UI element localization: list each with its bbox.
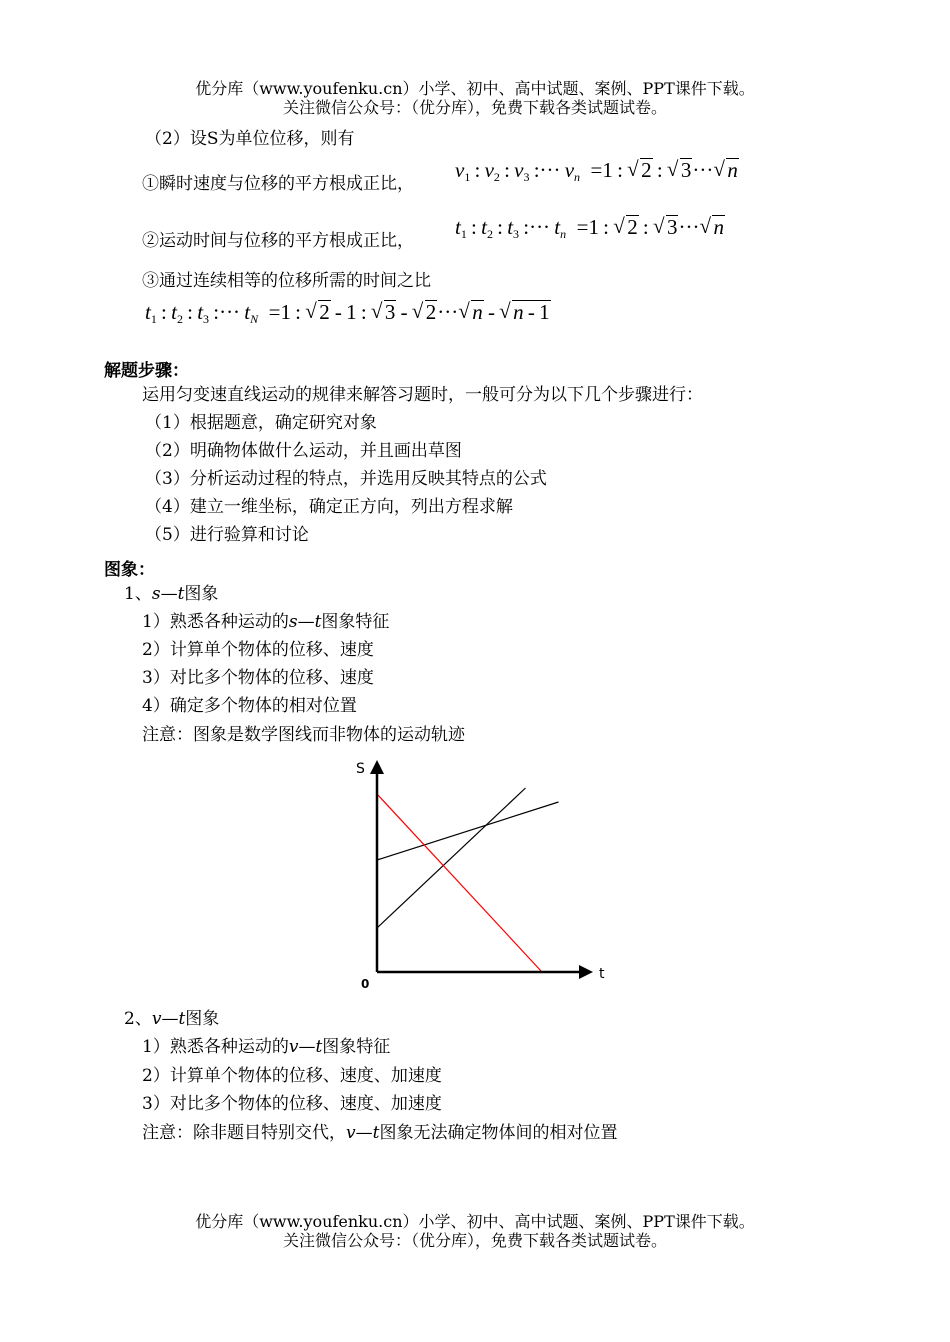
- vt-item-1: 1）熟悉各种运动的v—t图象特征: [142, 1037, 391, 1057]
- ratio-1-formula: $v_1$ : $v_2$ : $v_3$ :··· $v_n$ =1 : √ 2 : √ 3···√ n: [455, 157, 739, 190]
- steps-item-5: （5）进行验算和讨论: [145, 525, 309, 545]
- steps-item-4: （4）建立一维坐标，确定正方向，列出方程求解: [145, 497, 513, 517]
- steps-item-3: （3）分析运动过程的特点，并选用反映其特点的公式: [145, 469, 547, 489]
- ratio-3-formula: $t_1$ : $t_2$ : $t_3$ :··· $t_N$ =1 : √ 2 - 1 : √ 3 - √ 2···√ n - √ n - 1: [145, 299, 551, 332]
- y-axis-label: S: [356, 761, 365, 777]
- chart-line-2: [377, 788, 526, 928]
- vt-note: 注意：除非题目特别交代，v—t图象无法确定物体间的相对位置: [142, 1123, 618, 1143]
- vt-item-2: 2）计算单个物体的位移、速度、加速度: [142, 1066, 442, 1086]
- ratio-1-text: ①瞬时速度与位移的平方根成正比，: [142, 174, 414, 194]
- st-item-3: 3）对比多个物体的位移、速度: [142, 668, 374, 688]
- steps-item-1: （1）根据题意，确定研究对象: [145, 413, 377, 433]
- footer-line-2: 关注微信公众号：（优分库），免费下载各类试题试卷。: [282, 1231, 667, 1250]
- st-note: 注意：图象是数学图线而非物体的运动轨迹: [142, 725, 465, 745]
- steps-item-2: （2）明确物体做什么运动，并且画出草图: [145, 441, 462, 461]
- y-axis-arrow-icon: [370, 760, 384, 774]
- header-line-1: 优分库（www.youfenku.cn）小学、初中、高中试题、案例、PPT课件下载。: [195, 79, 755, 98]
- st-item-4: 4）确定多个物体的相对位置: [142, 696, 357, 716]
- vt-heading: 2、v—t图象: [124, 1009, 220, 1029]
- st-item-1: 1）熟悉各种运动的s—t图象特征: [142, 612, 390, 632]
- ratio-3-text: ③通过连续相等的位移所需的时间之比: [142, 271, 431, 291]
- steps-title: 解题步骤：: [104, 361, 189, 381]
- graphs-title: 图象：: [104, 560, 155, 580]
- chart-line-3: [377, 794, 542, 972]
- x-axis-arrow-icon: [579, 965, 593, 979]
- footer-line-1: 优分库（www.youfenku.cn）小学、初中、高中试题、案例、PPT课件下载。: [195, 1212, 755, 1231]
- chart-series-group: [377, 788, 559, 972]
- chart-line-1: [377, 802, 559, 860]
- st-item-2: 2）计算单个物体的位移、速度: [142, 640, 374, 660]
- steps-intro: 运用匀变速直线运动的规律来解答习题时，一般可分为以下几个步骤进行：: [142, 385, 703, 405]
- st-chart: [350, 752, 620, 997]
- origin-label: 0: [361, 977, 370, 991]
- ratio-2-formula: $t_1$ : $t_2$ : $t_3$ :··· $t_n$ =1 : √ 2 : √ 3···√ n: [455, 214, 725, 247]
- x-axis-label: t: [599, 966, 605, 982]
- ratio-2-text: ②运动时间与位移的平方根成正比，: [142, 231, 414, 251]
- unit-displacement-intro: （2）设S为单位位移，则有: [145, 129, 355, 149]
- st-heading: 1、s—t图象: [124, 584, 219, 604]
- header-line-2: 关注微信公众号：（优分库），免费下载各类试题试卷。: [282, 98, 667, 117]
- vt-item-3: 3）对比多个物体的位移、速度、加速度: [142, 1094, 442, 1114]
